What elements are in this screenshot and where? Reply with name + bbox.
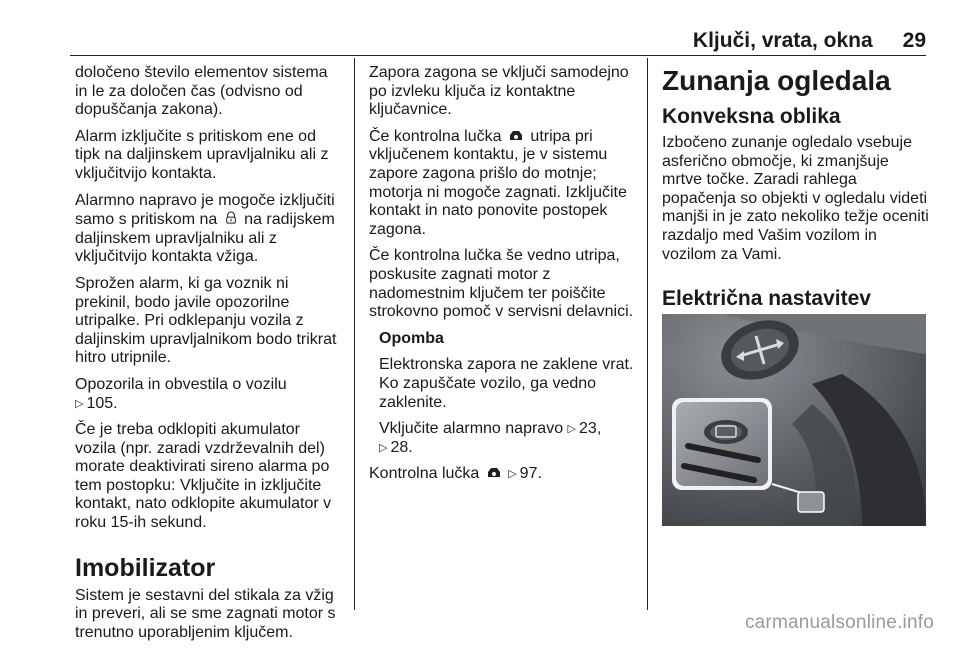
paragraph: Zapora zagona se vključi samodejno po izvleku ključa iz kontaktne ključavnice. [369, 64, 629, 119]
note-box [369, 330, 637, 458]
paragraph: Kontrolna lučka ▷ 97. [369, 465, 542, 483]
section-heading: Električna nastavitev [662, 287, 871, 311]
paragraph: Alarm izključite s pritiskom ene od tipk na daljinskem upravljalniku ali z vključitvijo kontakta. [75, 127, 329, 182]
immobilizer-lamp-icon [487, 466, 501, 479]
paragraph: Izbočeno zunanje ogledalo vsebuje asferično območje, ki zmanjšuje mrtve točke. Zaradi rahlega popačenja so objekti v ogledalu videti manjši in je zato nekoliko težje oceniti razdaljo med Vašim vozilom in vozilom za Vami. [662, 134, 929, 263]
paragraph: Če je treba odklopiti akumulator vozila (npr. zaradi vzdrževalnih del) morate deaktivirati sireno alarma po tem postopku: Vključite in izključite kontakt, nato odklopite akumulator v roku 15-ih sekund. [75, 421, 332, 532]
paragraph: Če kontrolna lučka utripa pri vključenem kontaktu, je v sistemu zapore zagona prišlo do motnje; motorja ni mogoče zagnati. Izključite kontakt in nato ponovite postopek zagona. [369, 127, 627, 238]
column-3 [662, 64, 930, 316]
page-reference-link[interactable]: 23, [579, 420, 602, 438]
chapter-heading: Zunanja ogledala [662, 65, 891, 96]
paragraph: Če kontrolna lučka še vedno utripa, poskusite zagnati motor z nadomestnim ključem ter poiščite strokovno pomoč v servisni delavnici. [369, 247, 634, 321]
column-divider-1 [354, 58, 355, 610]
column-1 [75, 64, 343, 650]
paragraph: Alarmno napravo je mogoče izključiti samo s pritiskom na na radijskem daljinskem upravljalniku ali z vključitvijo kontakta vžiga. [75, 191, 335, 266]
note-title: Opomba [379, 329, 444, 347]
section-heading: Imobilizator [75, 553, 216, 582]
page-number: 29 [902, 29, 926, 52]
paragraph: Opozorila in obvestila o vozilu ▷ 105. [75, 375, 287, 412]
paragraph: Sistem je sestavni del stikala za vžig in preveri, ali se sme zagnati motor s trenutno uporabljenim ključem. [75, 586, 336, 641]
page-reference-link[interactable]: 97. [519, 465, 542, 483]
page-reference-link[interactable]: 105. [86, 394, 118, 412]
mirror-control-photo [662, 314, 926, 526]
paragraph: določeno število elementov sistema in le za določen čas (odvisno od dopuščanja zakona). [75, 64, 328, 119]
paragraph: Vključite alarmno napravo ▷ 23, ▷ 28. [379, 420, 602, 456]
page-reference-link[interactable]: 28. [390, 438, 413, 456]
watermark: carmanualsonline.info [744, 612, 934, 633]
header-rule [70, 55, 926, 56]
paragraph: Sprožen alarm, ki ga voznik ni prekinil, bodo javile opozorilne utripalke. Pri odklepanju vozila z daljinskim upravljalnikom bodo trikrat hitro utripnile. [75, 274, 337, 367]
triangle-ref-icon: ▷ [567, 423, 577, 436]
alarm-button-icon [225, 210, 237, 226]
column-divider-2 [647, 58, 648, 610]
note-text: Elektronska zapora ne zaklene vrat. Ko zapuščate vozilo, ga vedno zaklenite. [379, 356, 634, 411]
chapter-title: Ključi, vrata, okna [692, 29, 873, 52]
section-heading: Konveksna oblika [662, 105, 841, 128]
triangle-ref-icon: ▷ [508, 468, 517, 481]
column-2 [369, 64, 637, 492]
page-header [70, 28, 926, 54]
triangle-ref-icon: ▷ [379, 441, 388, 454]
triangle-ref-icon: ▷ [75, 397, 84, 410]
immobilizer-lamp-icon [509, 129, 523, 142]
